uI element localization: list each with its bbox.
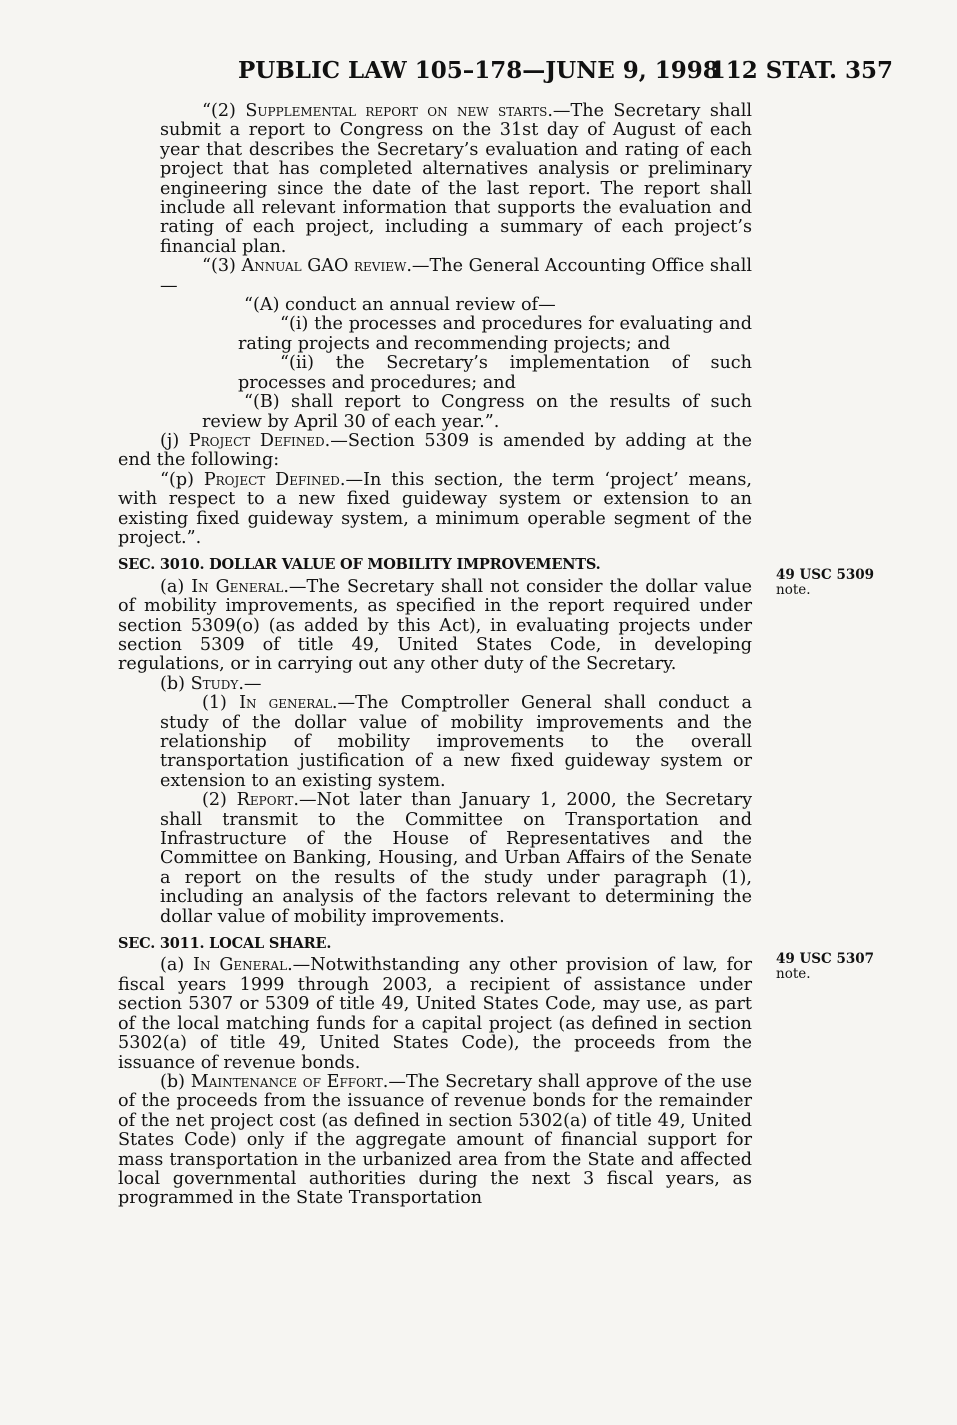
paragraph-heading: In general bbox=[239, 693, 332, 714]
subsection-heading: In General bbox=[193, 955, 288, 976]
paragraph-heading: Annual GAO review bbox=[241, 256, 407, 277]
section-3011-a: (a) In General.—Notwithstanding any other provision of law, for fiscal years 1999 through 2003, a recipient of assistance under section 5307 or 5309 of title 49, United States Code, may use, as part of the local matching funds for a capital project (as defined in section 5302(a) of title 49, United States Code), the proceeds from the issuance of revenue bonds. bbox=[118, 955, 752, 1073]
statute-page-number: 112 STAT. 357 bbox=[709, 57, 893, 84]
document-body bbox=[118, 102, 752, 1209]
clause-ii: “(ii) the Secretary’s implementation of such processes and procedures; and bbox=[238, 353, 752, 393]
subparagraph-A: “(A) conduct an annual review of— bbox=[244, 295, 556, 316]
section-3010-b1: (1) In general.—The Comptroller General shall conduct a study of the dollar value of mobility improvements and the relationship of mobility improvements to the overall transportation justification of a new fixed guideway system or extension to an existing system. bbox=[160, 693, 752, 791]
paragraph-heading: Report bbox=[236, 790, 294, 811]
section-3010-b: (b) Study.— bbox=[160, 673, 262, 694]
subsection-heading: In General bbox=[191, 576, 284, 597]
margin-note-3010: 49 USC 5309 note. bbox=[776, 567, 875, 598]
subsection-j: (j) Project Defined.—Section 5309 is amended by adding at the end the following: bbox=[118, 430, 752, 471]
paragraph-3: “(3) Annual GAO review.—The General Accounting Office shall— bbox=[160, 256, 753, 296]
section-3010-a: (a) In General.—The Secretary shall not consider the dollar value of mobility improvements, as specified in the report required under section 5309(o) (as added by this Act), in evaluating projects under section 5309 of title 49, United States Code, in developing regulations, or in carrying out any other duty of the Secretary. bbox=[118, 576, 752, 675]
section-3010-title: SEC. 3010. DOLLAR VALUE OF MOBILITY IMPROVEMENTS. bbox=[118, 556, 601, 574]
section-3011-title: SEC. 3011. LOCAL SHARE. bbox=[118, 935, 332, 953]
subsection-p: “(p) Project Defined.—In this section, the term ‘project’ means, with respect to a new fixed guideway system or extension to an existing fixed guideway system, a minimum operable segment of the project.”. bbox=[118, 469, 753, 548]
law-citation: PUBLIC LAW 105–178—JUNE 9, 1998 bbox=[238, 57, 719, 84]
paragraph-heading: Supplemental report on new starts bbox=[245, 101, 548, 121]
subsection-heading: Study bbox=[190, 673, 239, 694]
clause-i: “(i) the processes and procedures for evaluating and rating projects and recommending projects; and bbox=[238, 314, 752, 354]
subparagraph-B: “(B) shall report to Congress on the results of such review by April 30 of each year.”. bbox=[202, 392, 752, 432]
margin-note-3011: 49 USC 5307 note. bbox=[776, 951, 875, 982]
subsection-heading: Project Defined bbox=[188, 430, 325, 451]
page-header bbox=[118, 57, 893, 91]
section-3010-b2: (2) Report.—Not later than January 1, 2000, the Secretary shall transmit to the Committee on Transportation and Infrastructure of the House of Representatives and the Committee on Banking, Housing, and Urban Affairs of the Senate a report on the results of the study under paragraph (1), including an analysis of the factors relevant to determining the dollar value of mobility improvements. bbox=[160, 790, 753, 927]
section-3011-b: (b) Maintenance of Effort.—The Secretary shall approve of the use of the proceeds from the issuance of revenue bonds for the remainder of the net project cost (as defined in section 5302(a) of title 49, United States Code) only if the aggregate amount of financial support for mass transportation in the urbanized area from the State and affected local governmental authorities during the next 3 fiscal years, as programmed in the State Transportation bbox=[118, 1071, 752, 1209]
paragraph-2: “(2) Supplemental report on new starts.—The Secretary shall submit a report to Congress on the 31st day of August of each year that describes the Secretary’s evaluation and rating of each project that has completed alternatives analysis or preliminary engineering since the date of the last report. The report shall include all relevant information that supports the evaluation and rating of each project, including a summary of each project’s financial plan. bbox=[160, 101, 752, 257]
subsection-heading: Project Defined bbox=[203, 469, 340, 490]
subsection-heading: Maintenance of Effort bbox=[190, 1071, 383, 1092]
